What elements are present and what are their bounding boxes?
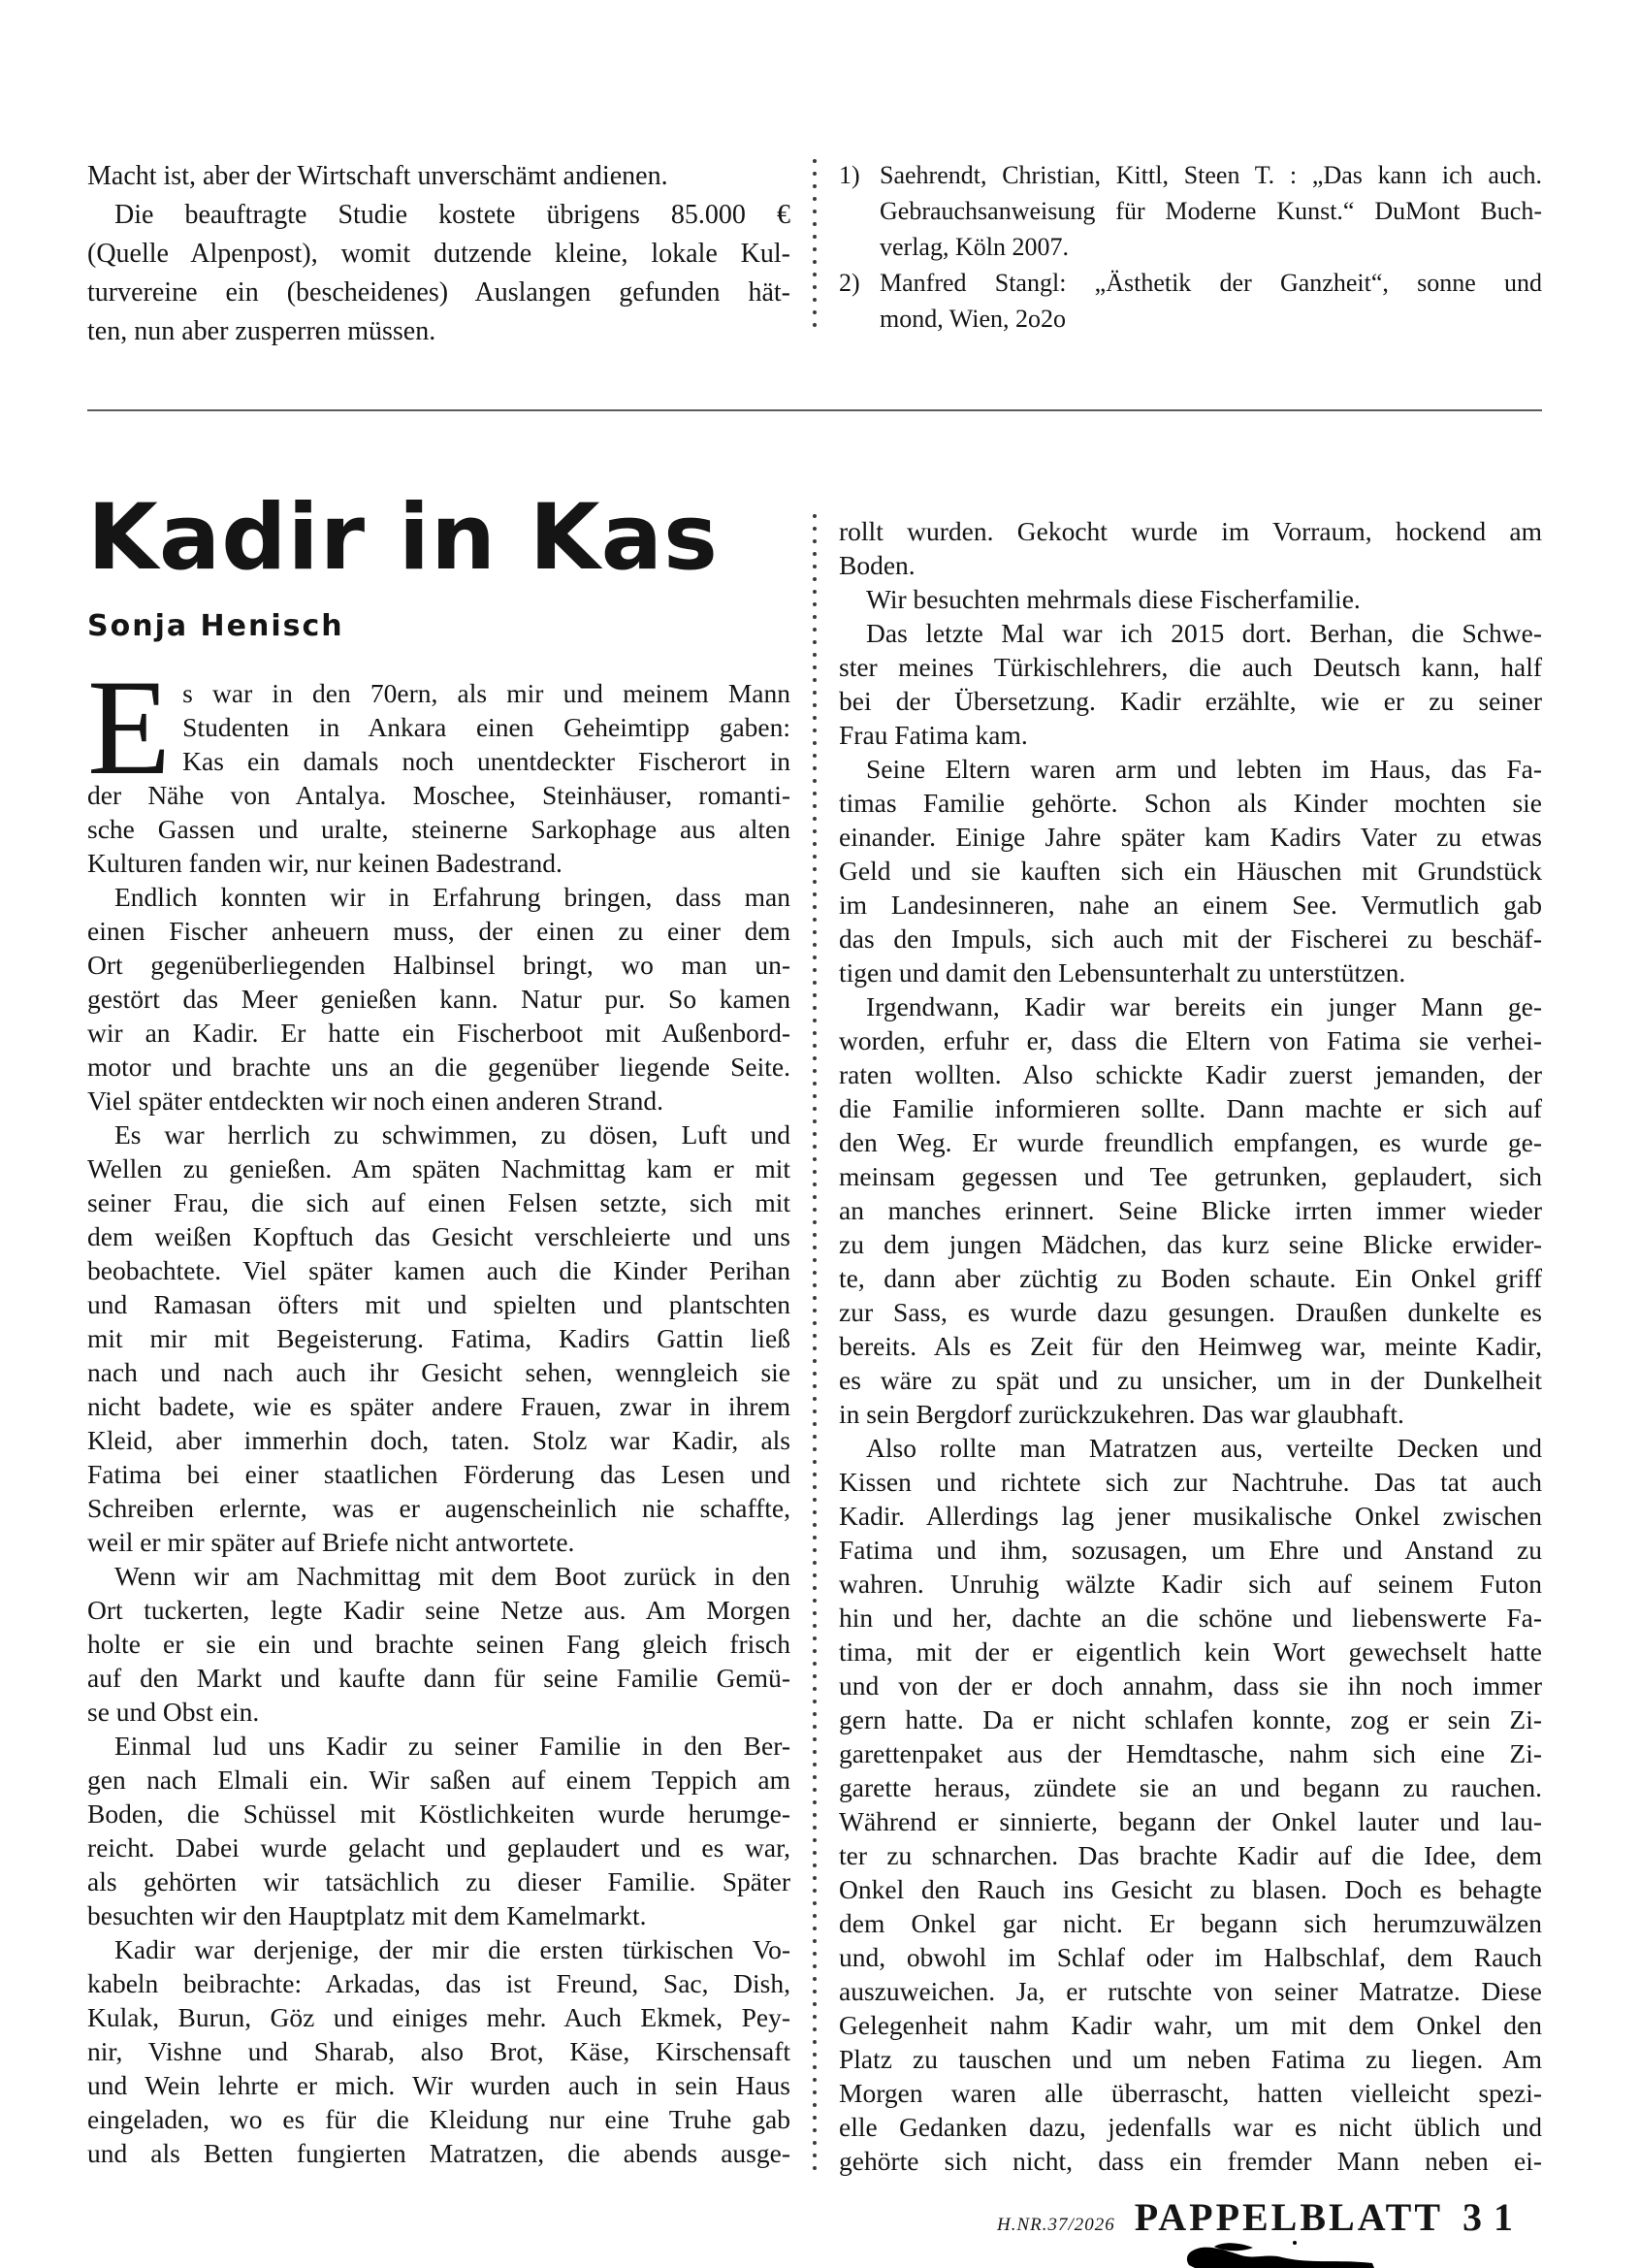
text-line: Frau Fatima kam. [839,720,1028,750]
text-line: zur Sass, es wurde dazu gesungen. Draußen dunkelte es [839,1297,1542,1327]
text-line: besuchten wir den Hauptplatz mit dem Kamelmarkt. [87,1900,647,1930]
dotted-column-divider-main [813,514,817,2179]
text-line: tigen und damit den Lebensunterhalt zu unterstützen. [839,957,1406,988]
text-line: Einmal lud uns Kadir zu seiner Familie in den Ber- [114,1731,790,1761]
text-line: Saehrendt, Christian, Kittl, Steen T. : „Das kann ich auch. [880,161,1542,189]
text-line: Geld und sie kauften sich ein Häuschen mit Grundstück [839,856,1542,886]
footnotes-list [839,157,1542,351]
text-line: im Landesinneren, nahe an einem See. Vermutlich gab [839,890,1542,920]
text-line: Kulak, Burun, Göz und einiges mehr. Auch Ekmek, Pey- [87,2002,790,2032]
text-line: Studenten in Ankara einen Geheimtipp gaben: [182,712,790,742]
text-line: raten wollten. Also schickte Kadir zuerst jemanden, der [839,1059,1542,1089]
text-line: garettenpaket aus der Hemdtasche, nahm sich eine Zi- [839,1738,1542,1768]
drop-cap: E [87,652,172,803]
text-line: zu dem jungen Mädchen, das kurz seine Blicke erwider- [839,1229,1542,1259]
paragraph [839,989,1542,1431]
text-line: rollt wurden. Gekocht wurde im Vorraum, hockend am [839,516,1542,546]
paragraph [87,1729,790,1932]
text-line: seiner Frau, die sich auf einen Felsen setzte, sich mit [87,1187,790,1217]
text-line: der Nähe von Antalya. Moschee, Steinhäuser, romanti- [87,780,790,810]
article-title: Kadir in Kas [87,485,719,591]
text-line: Morgen waren alle überrascht, hatten vielleicht spezi- [839,2078,1542,2108]
text-line: wir an Kadir. Er hatte ein Fischerboot mit Außenbord- [87,1018,790,1048]
text-line: Ort tuckerten, legte Kadir seine Netze aus. Am Morgen [87,1595,790,1625]
text-line: Endlich konnten wir in Erfahrung bringen, dass man [114,882,790,912]
text-line: Kas ein damals noch unentdeckter Fischerort in [182,746,790,776]
text-line: und von der er doch annahm, dass sie ihn noch immer [839,1670,1542,1701]
left-paragraphs [87,652,790,2170]
text-line: ster meines Türkischlehrers, die auch Deutsch kann, half [839,652,1542,682]
text-line: als gehörten wir tatsächlich zu dieser Familie. Später [87,1866,790,1896]
text-line: Irgendwann, Kadir war bereits ein junger Mann ge- [866,991,1542,1021]
text-line: Onkel den Rauch ins Gesicht zu blasen. Doch es behagte [839,1874,1542,1904]
text-line: Kadir. Allerdings lag jener musikalische Onkel zwischen [839,1501,1542,1531]
text-line: weil er mir später auf Briefe nicht antwortete. [87,1527,575,1557]
text-line: Es war herrlich zu schwimmen, zu dösen, Luft und [114,1119,790,1150]
text-line: das den Impuls, sich auch mit der Fischerei zu beschäf- [839,923,1542,954]
main-column-gap [790,456,839,2179]
text-line: auf den Markt und kaufte dann für seine Familie Gemü- [87,1663,790,1693]
article-body-left [87,652,790,2170]
text-line: garette heraus, zündete sie an und begann zu rauchen. [839,1772,1542,1802]
text-line: an manches erinnert. Seine Blicke irrten immer wieder [839,1195,1542,1225]
paragraph [839,514,1542,582]
author-name: Sonja Henisch [87,609,344,643]
text-line: Macht ist, aber der Wirtschaft unverschämt andienen. [87,161,668,191]
text-line: Kulturen fanden wir, nur keinen Badestrand. [87,848,562,878]
paragraph [87,196,790,351]
paragraph [839,582,1542,616]
text-line: und Ramasan öfters mit und spielten und plantschten [87,1289,790,1319]
footnote-number: 1) [839,161,860,189]
paragraph [839,1431,1542,2178]
text-line: Während er sinnierte, begann der Onkel lauter und lau- [839,1806,1542,1836]
text-line: Fatima und ihm, sozusagen, um Ehre und Anstand zu [839,1535,1542,1565]
page-number: 31 [1462,2195,1525,2239]
article-left-column [87,456,790,2179]
text-line: Die beauftragte Studie kostete übrigens 85.000 € [114,200,790,230]
text-line: Kissen und richtete sich zur Nachtruhe. Das tat auch [839,1467,1542,1497]
article-right-column [839,456,1542,2179]
paragraph [87,1118,790,1559]
text-line: eingeladen, wo es für die Kleidung nur eine Truhe gab [87,2104,790,2134]
text-line: Platz zu tauschen und um neben Fatima zu liegen. Am [839,2044,1542,2074]
text-line: einander. Einige Jahre später kam Kadirs Vater zu etwas [839,822,1542,852]
text-line: meinsam gegessen und Tee getrunken, geplaudert, sich [839,1161,1542,1191]
text-line: te, dann aber züchtig zu Boden schaute. Ein Onkel griff [839,1263,1542,1293]
text-line: Manfred Stangl: „Ästhetik der Ganzheit“, sonne und [880,269,1542,297]
text-line: Fatima bei einer staatlichen Förderung das Lesen und [87,1459,790,1489]
text-line: dem weißen Kopftuch das Gesicht verschleierte und uns [87,1221,790,1251]
text-line: nicht badete, wie es später andere Frauen, zwar in ihrem [87,1391,790,1421]
footnote [839,157,1542,265]
text-line: bereits. Als es Zeit für den Heimweg war, meinte Kadir, [839,1331,1542,1361]
paragraph [87,1559,790,1729]
text-line: gehörte sich nicht, dass ein fremder Mann neben ei- [839,2146,1542,2176]
text-line: turvereine ein (bescheidenes) Auslangen gefunden hät- [87,277,790,308]
text-line: Gelegenheit nahm Kadir wahr, um mit dem Onkel den [839,2010,1542,2040]
text-line: Boden, die Schüssel mit Köstlichkeiten wurde herumge- [87,1798,790,1829]
paragraph [839,752,1542,989]
top-left-text [87,157,790,351]
paragraph [87,652,790,880]
text-line: kabeln beibrachte: Arkadas, das ist Freund, Sac, Dish, [87,1968,790,1998]
text-line: Seine Eltern waren arm und lebten im Haus, das Fa- [866,754,1542,784]
text-line: Boden. [839,550,916,580]
text-line: mit mir mit Begeisterung. Fatima, Kadirs Gattin ließ [87,1323,790,1353]
text-line: Kleid, aber immerhin doch, taten. Stolz war Kadir, als [87,1425,790,1455]
text-line: Schreiben erlernte, was er augenscheinlich nie schaffte, [87,1493,790,1523]
text-line: es wäre zu spät und zu unsicher, um in der Dunkelheit [839,1365,1542,1395]
text-line: verlag, Köln 2007. [880,233,1069,261]
ink-blob-graphic [1185,2239,1374,2268]
text-line: se und Obst ein. [87,1697,260,1727]
text-line: nir, Vishne und Sharab, also Brot, Käse, Kirschensaft [87,2036,790,2066]
text-line: und, obwohl im Schlaf oder im Halbschlaf, dem Rauch [839,1942,1542,1972]
paragraph [839,616,1542,752]
text-line: mond, Wien, 2o2o [880,305,1067,333]
top-section [87,157,1542,351]
text-line: den Weg. Er wurde freundlich empfangen, es wurde ge- [839,1127,1542,1157]
text-line: (Quelle Alpenpost), womit dutzende kleine, lokale Kul- [87,239,790,269]
text-line: Viel später entdeckten wir noch einen anderen Strand. [87,1085,663,1116]
text-line: worden, erfuhr er, dass die Eltern von Fatima sie verhei- [839,1025,1542,1055]
text-line: timas Familie gehörte. Schon als Kinder mochten sie [839,788,1542,818]
text-line: Wellen zu genießen. Am späten Nachmittag kam er mit [87,1153,790,1183]
dotted-column-divider-top [813,159,817,336]
footnote [839,265,1542,337]
text-line: nach und nach auch ihr Gesicht sehen, wenngleich sie [87,1357,790,1387]
text-line: auszuweichen. Ja, er rutschte von seiner Matratze. Diese [839,1976,1542,2006]
text-line: s war in den 70ern, als mir und meinem Mann [182,678,790,708]
text-line: Ort gegenüberliegenden Halbinsel bringt, wo man un- [87,950,790,980]
page-footer [970,2194,1525,2240]
text-line: hin und her, dachte an die schöne und liebenswerte Fa- [839,1603,1542,1633]
text-line: ten, nun aber zusperren müssen. [87,316,436,346]
text-line: motor und brachte uns an die gegenüber liegende Seite. [87,1052,790,1082]
article-section [87,456,1542,2179]
text-line: in sein Bergdorf zurückzukehren. Das war glaubhaft. [839,1399,1404,1429]
text-line: gen nach Elmali ein. Wir saßen auf einem Teppich am [87,1765,790,1795]
text-line: elle Gedanken dazu, jedenfalls war es nicht üblich und [839,2112,1542,2142]
section-divider-rule [87,409,1542,411]
text-line: Wenn wir am Nachmittag mit dem Boot zurück in den [114,1561,790,1591]
paragraph [87,880,790,1118]
text-line: wahren. Unruhig wälzte Kadir sich auf seinem Futon [839,1569,1542,1599]
text-line: und als Betten fungierten Matratzen, die abends ausge- [87,2138,790,2168]
paragraph [87,157,790,196]
text-line: sche Gassen und uralte, steinerne Sarkophage aus alten [87,814,790,844]
text-line: und Wein lehrte er mich. Wir wurden auch in sein Haus [87,2070,790,2100]
text-line: Wir besuchten mehrmals diese Fischerfamilie. [866,584,1361,614]
text-line: dem Onkel gar nicht. Er begann sich herumzuwälzen [839,1908,1542,1938]
text-line: Das letzte Mal war ich 2015 dort. Berhan, die Schwe- [866,618,1542,648]
text-line: die Familie informieren sollte. Dann machte er sich auf [839,1093,1542,1123]
footnote-number: 2) [839,269,860,297]
text-line: Gebrauchsanweisung für Moderne Kunst.“ DuMont Buch- [880,197,1542,225]
text-line: Also rollte man Matratzen aus, verteilte Decken und [866,1433,1542,1463]
text-line: tima, mit der er eigentlich kein Wort gewechselt hatte [839,1636,1542,1667]
issue-number: H.NR.37/2026 [997,2215,1115,2235]
text-line: einen Fischer anheuern muss, der einen zu einer dem [87,916,790,946]
text-line: beobachtete. Viel später kamen auch die Kinder Perihan [87,1255,790,1285]
text-line: gern hatte. Da er nicht schlafen konnte, zog er sein Zi- [839,1704,1542,1734]
text-line: reicht. Dabei wurde gelacht und geplaudert und es war, [87,1832,790,1863]
text-line: bei der Übersetzung. Kadir erzählte, wie er zu seiner [839,686,1542,716]
text-line: holte er sie ein und brachte seinen Fang gleich frisch [87,1629,790,1659]
text-line: gestört das Meer genießen kann. Natur pur. So kamen [87,984,790,1014]
text-line: Kadir war derjenige, der mir die ersten türkischen Vo- [114,1934,790,1964]
paragraph [87,1932,790,2170]
text-line: ter zu schnarchen. Das brachte Kadir auf die Idee, dem [839,1840,1542,1870]
magazine-title: PAPPELBLATT [1134,2195,1443,2239]
top-column-gap [790,157,839,351]
